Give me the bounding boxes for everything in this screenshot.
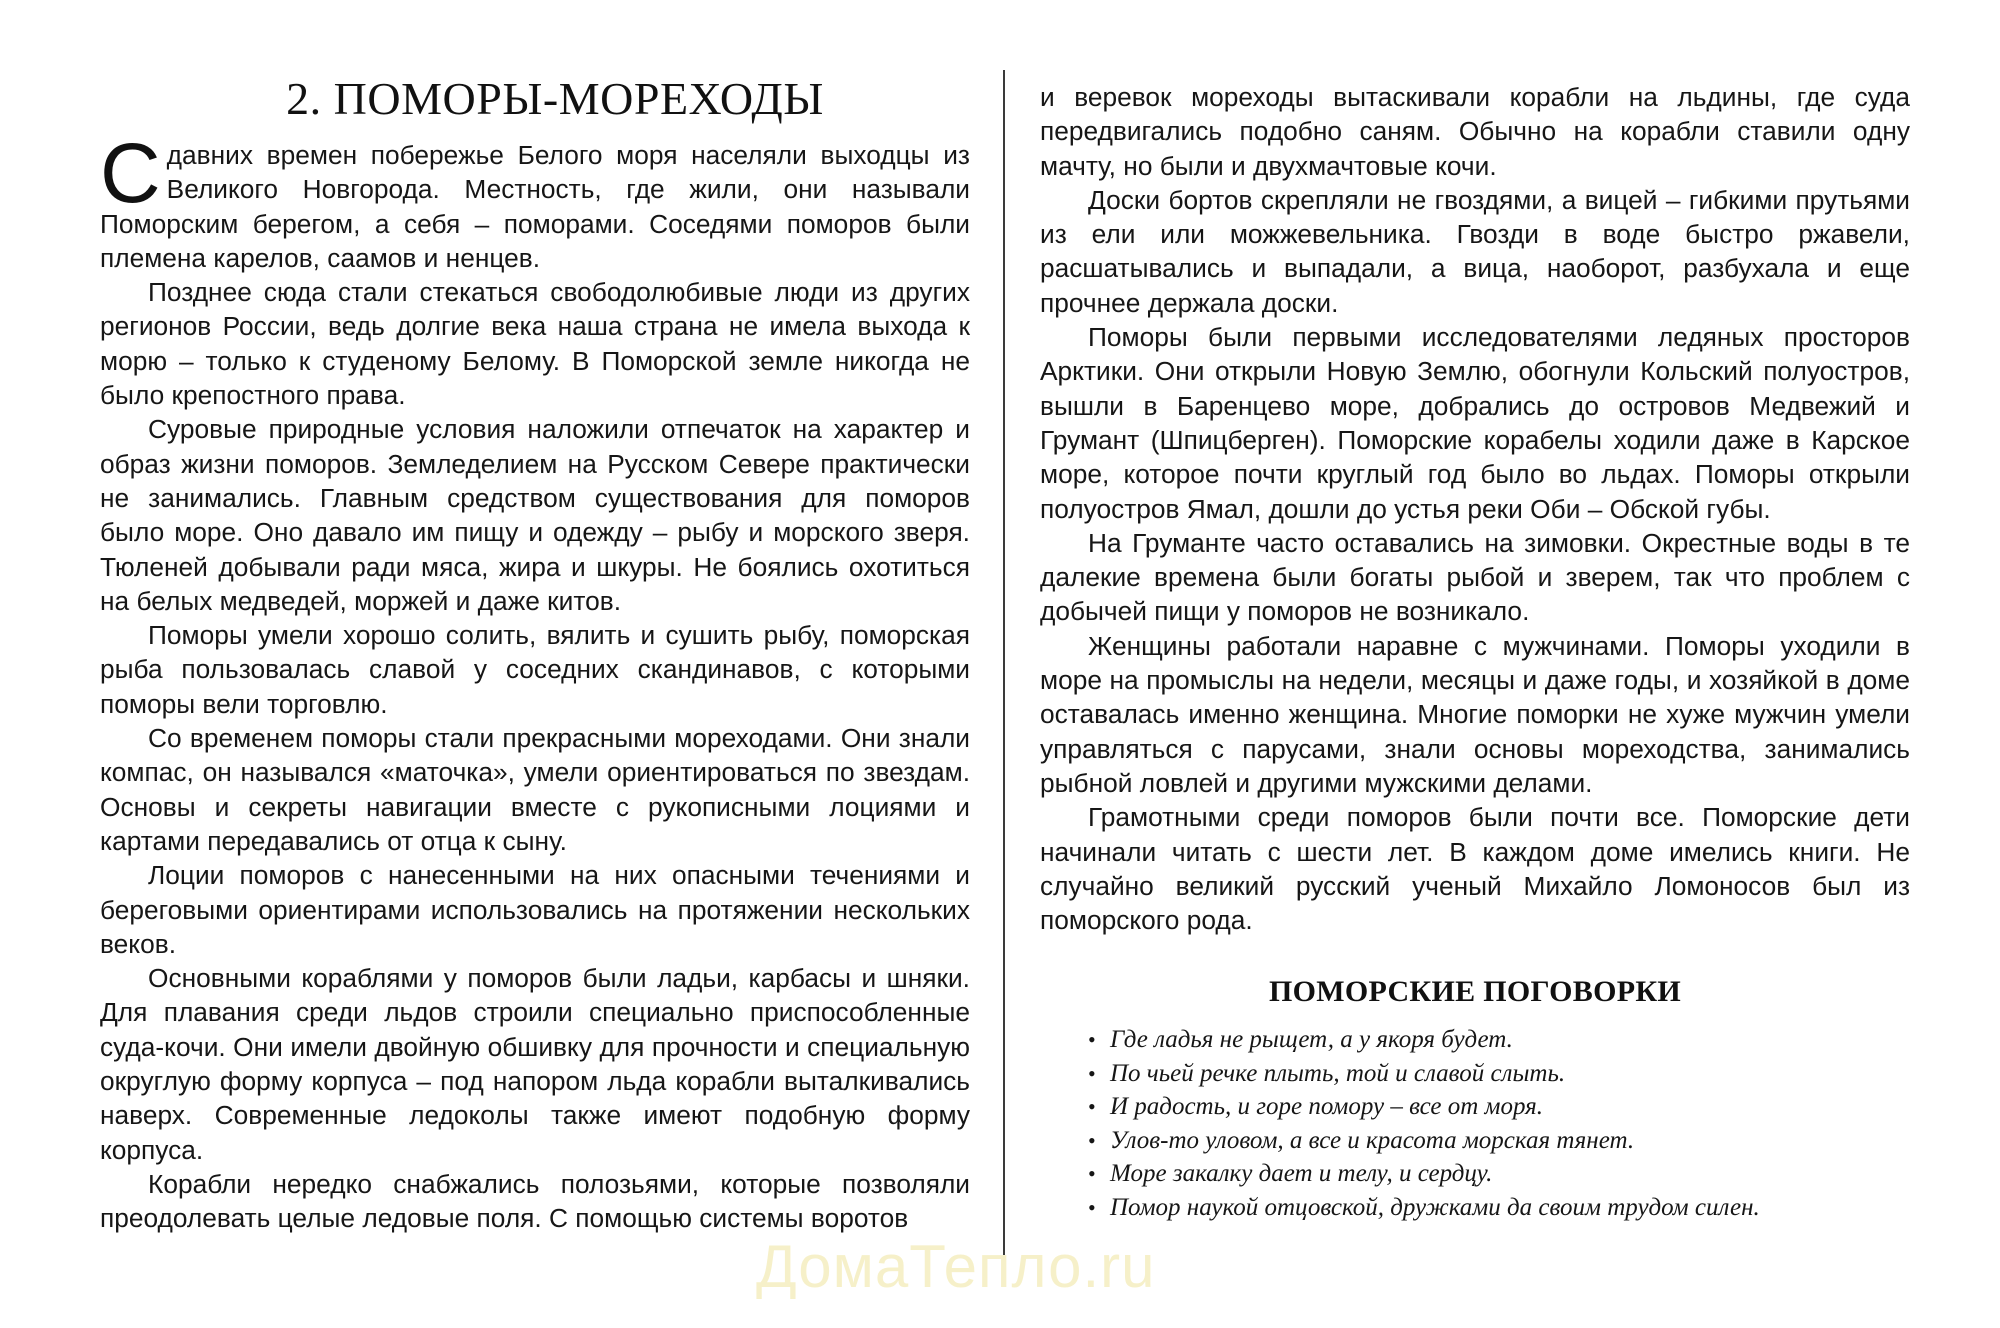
paragraph-10: Поморы были первыми исследователями ледяных просторов Арктики. Они открыли Новую Землю, обогнули Кольский полуостров, вышли в Баренцево море, добрались до островов Медвежий и Грумант (Шпицберген). Поморские корабелы ходили даже в Карское море, которое почти круглый год было во льдах. Поморы открыли полуостров Ямал, дошли до устья реки Оби – Обской губы. (1040, 322, 1910, 524)
saying-item (1088, 1090, 1910, 1124)
bullet-icon: • (1088, 1194, 1096, 1220)
paragraph-5: Со временем поморы стали прекрасными мореходами. Они знали компас, он назывался «маточка», умели ориентироваться по звездам. Основы и секреты навигации вместе с рукописными лоциями и картами передавались от отца к сыну. (100, 723, 970, 856)
saying-text: Море закалку дает и телу, и сердцу. (1110, 1160, 1493, 1188)
saying-text: Улов-то уловом, а все и красота морская тянет. (1110, 1126, 1635, 1154)
paragraph-9: Доски бортов скрепляли не гвоздями, а вицей – гибкими прутьями из ели или можжевельника. Гвозди в воде быстро ржавели, расшатывались и выпадали, а вица, наоборот, разбухала и еще прочнее держала доски. (1040, 184, 1910, 318)
paragraph-11: На Груманте часто оставались на зимовки. Окрестные воды в те далекие времена были богаты рыбой и зверем, так что проблем с добычей пищи у поморов не возникало. (1040, 527, 1910, 627)
bullet-icon: • (1088, 1027, 1096, 1053)
saying-item (1088, 1023, 1910, 1057)
right-column (1040, 80, 1910, 1224)
column-divider (1003, 70, 1005, 1255)
paragraph-8: Корабли нередко снабжались полозьями, которые позволяли преодолевать целые ледовые поля. С помощью системы воротов (100, 1168, 970, 1234)
left-column (100, 70, 970, 1236)
paragraph-6: Лоции поморов с нанесенными на них опасными течениями и береговыми ориентирами использовались на протяжении нескольких веков. (100, 860, 970, 959)
paragraph-text: давних времен побережье Белого моря населяли выходцы из Великого Новгорода. Местность, где жили, они называли Поморским берегом, а себя – поморами. Соседями поморов были племена карелов, саамов и ненцев. (100, 140, 970, 273)
saying-text: И радость, и горе помору – все от моря. (1110, 1093, 1544, 1121)
saying-item (1088, 1057, 1910, 1091)
page-title: 2. ПОМОРЫ-МОРЕХОДЫ (286, 73, 824, 124)
saying-item (1088, 1157, 1910, 1191)
saying-text: Помор наукой отцовской, дружками да своим трудом силен. (1110, 1193, 1760, 1221)
bullet-icon: • (1088, 1127, 1096, 1153)
sayings-title: ПОМОРСКИЕ ПОГОВОРКИ (1268, 975, 1682, 1009)
paragraph-7: Основными кораблями у поморов были ладьи, карбасы и шняки. Для плавания среди льдов строили специально приспособленные суда-кочи. Они имели двойную обшивку для прочности и специальную округлую форму корпуса – под напором льда корабли выталкивались наверх. Современные ледоколы также имеют подобную форму корпуса. (100, 963, 970, 1165)
sayings-list (1040, 1023, 1910, 1224)
paragraph-3: Суровые природные условия наложили отпечаток на характер и образ жизни поморов. Земледелием на Русском Севере практически не занимались. Главным средством существования для поморов было море. Оно давало им пищу и одежду – рыбу и морского зверя. Тюленей добывали ради мяса, жира и шкуры. Не боялись охотиться на белых медведей, моржей и даже китов. (100, 414, 970, 616)
paragraph-12: Женщины работали наравне с мужчинами. Поморы уходили в море на промыслы на недели, месяцы и даже годы, и хозяйкой в доме оставалась именно женщина. Многие поморки не хуже мужчин умели управляться с парусами, знали основы мореходства, занимались рыбной ловлей и другими мужскими делами. (1040, 630, 1910, 798)
saying-text: По чьей речке плыть, той и славой слыть. (1110, 1059, 1566, 1087)
bullet-icon: • (1088, 1161, 1096, 1187)
saying-item (1088, 1191, 1910, 1225)
paragraph-2: Позднее сюда стали стекаться свободолюбивые люди из других регионов России, ведь долгие века наша страна не имела выхода к морю – только к студеному Белому. В Поморской земле никогда не было крепостного права. (100, 277, 970, 411)
watermark: ДомаТепло.ru (756, 1233, 1156, 1300)
drop-cap: С (100, 126, 161, 220)
saying-text: Где ладья не рыщет, а у якоря будет. (1110, 1026, 1513, 1054)
paragraph-1 (100, 126, 970, 275)
bullet-icon: • (1088, 1060, 1096, 1086)
saying-item (1088, 1124, 1910, 1158)
paragraph-continuation: и веревок мореходы вытаскивали корабли на льдины, где суда передвигались подобно саням. Обычно на корабли ставили одну мачту, но были и двухмачтовые кочи. (1040, 82, 1910, 181)
bullet-icon: • (1088, 1094, 1096, 1120)
paragraph-13: Грамотными среди поморов были почти все. Поморские дети начинали читать с шести лет. В каждом доме имелись книги. Не случайно великий русский ученый Михайло Ломоносов был из поморского рода. (1040, 802, 1910, 936)
paragraph-4: Поморы умели хорошо солить, вялить и сушить рыбу, поморская рыба пользовалась славой у соседних скандинавов, с которыми поморы вели торговлю. (100, 620, 970, 719)
